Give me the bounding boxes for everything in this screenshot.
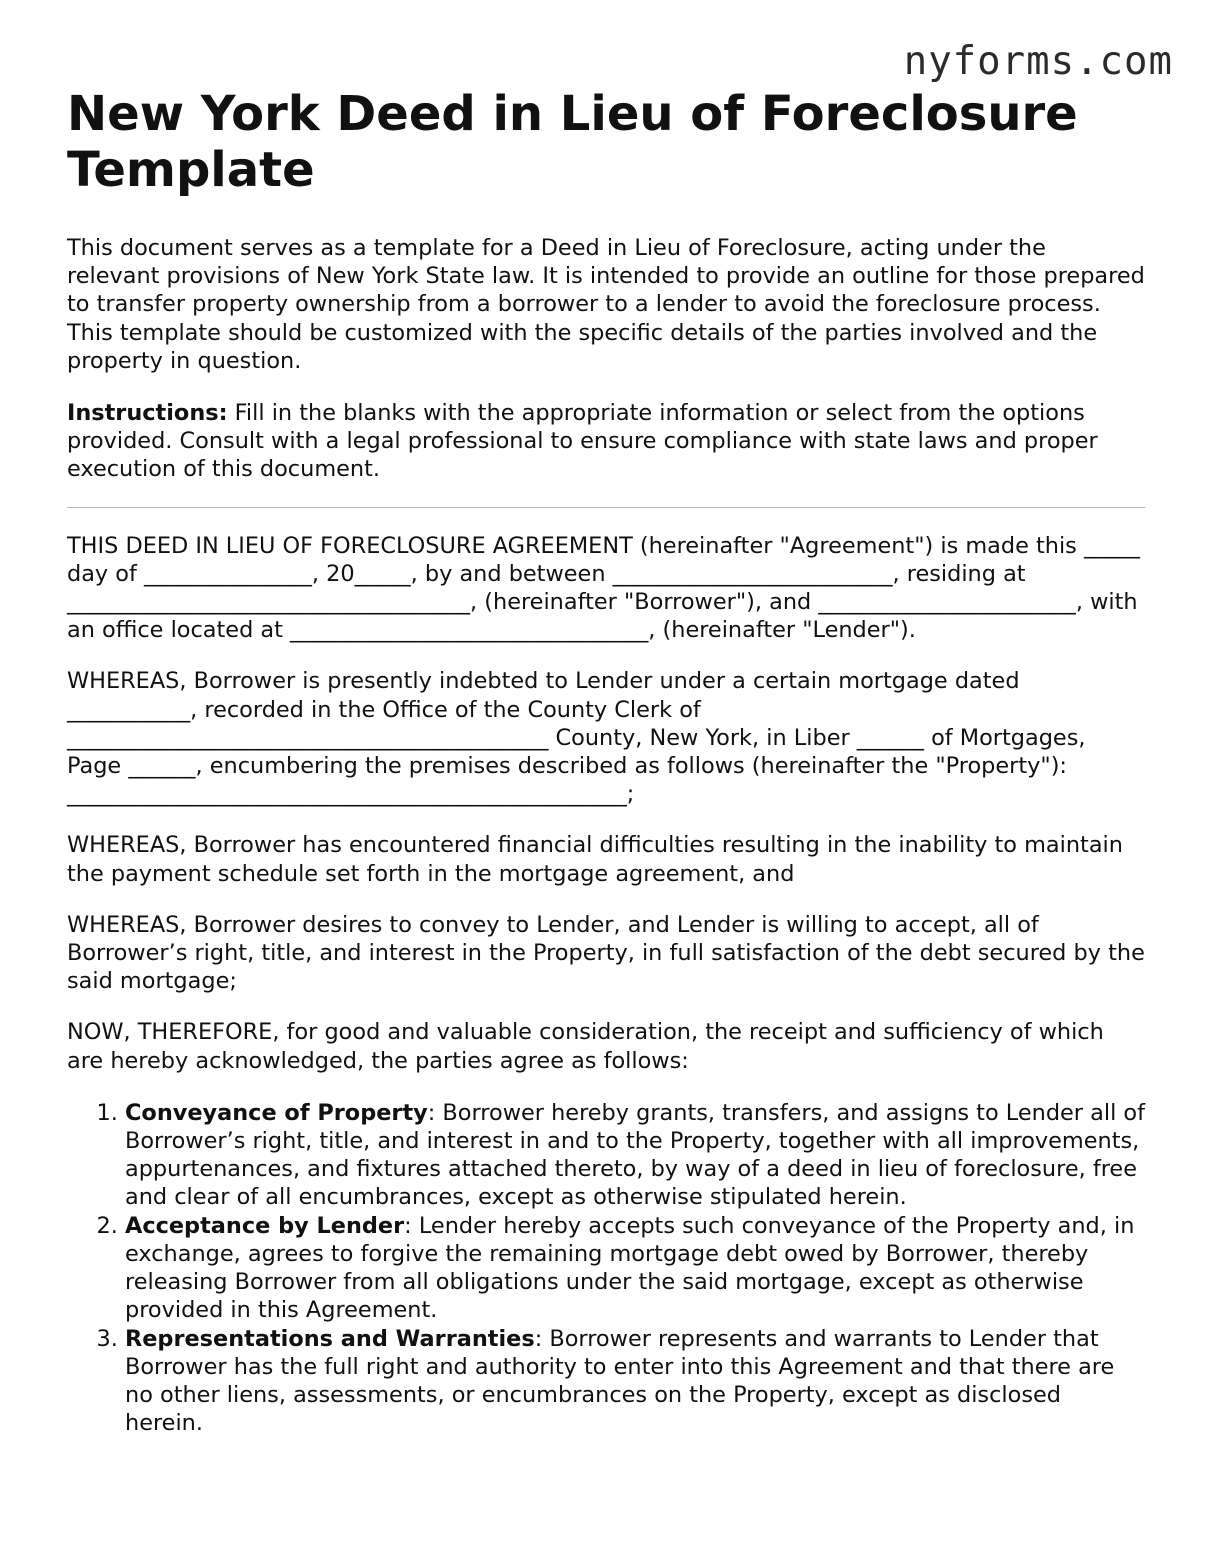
clauses-list [67,1099,1145,1437]
document-title: New York Deed in Lieu of Foreclosure Template [67,86,1078,198]
instructions-text: Fill in the blanks with the appropriate information or select from the options provided. Consult with a legal professional to ensure compliance with state laws and proper execution of this document. [67,400,1098,483]
document-page [67,86,1145,1437]
site-watermark: nyforms.com [903,39,1173,84]
now-therefore-paragraph: NOW, THEREFORE, for good and valuable consideration, the receipt and sufficiency of which are hereby acknowledged, the parties agree as follows: [67,1019,1104,1074]
whereas-conveyance-paragraph: WHEREAS, Borrower desires to convey to Lender, and Lender is willing to accept, all of Borrower’s right, title, and interest in the Property, in full satisfaction of the debt secured by the said mortgage; [67,911,1145,995]
clause-item [125,1099,1145,1212]
clause-text: : Borrower represents and warrants to Lender that Borrower has the full right and authority to enter into this Agreement and that there are no other liens, assessments, or encumbrances on the Property, except as disclosed herein. [125,1325,1115,1437]
whereas-difficulties-paragraph: WHEREAS, Borrower has encountered financial difficulties resulting in the inability to maintain the payment schedule set forth in the mortgage agreement, and [67,832,1123,887]
clause-heading: Representations and Warranties [125,1325,535,1352]
clause-item [125,1325,1145,1438]
instructions-label: Instructions: [67,400,228,427]
clause-item [125,1212,1145,1325]
whereas-mortgage-paragraph: WHEREAS, Borrower is presently indebted to Lender under a certain mortgage dated ___________, recorded in the Office of the County Clerk of ___________________________________________ County, New York, in Liber ______ of Mortgages, Page ______, encumbering the premises described as follows (hereinafter the "Property"): __________________________________________________; [67,668,1086,808]
clause-text: : Lender hereby accepts such conveyance of the Property and, in exchange, agrees to forgive the remaining mortgage debt owed by Borrower, thereby releasing Borrower from all obligations under the said mortgage, except as otherwise provided in this Agreement. [125,1212,1135,1324]
clause-heading: Acceptance by Lender [125,1212,405,1239]
section-divider [67,507,1145,508]
instructions-paragraph [67,399,1145,484]
agreement-paragraph: THIS DEED IN LIEU OF FORECLOSURE AGREEMENT (hereinafter "Agreement") is made this _____ day of _______________, 20_____, by and between _________________________, residing at ____________________________________, (hereinafter "Borrower"), and _______________________, with an office located at ________________________________, (hereinafter "Lender"). [67,532,1140,644]
clause-text: : Borrower hereby grants, transfers, and assigns to Lender all of Borrower’s right, title, and interest in and to the Property, together with all improvements, appurtenances, and fixtures attached thereto, by way of a deed in lieu of foreclosure, free and clear of all encumbrances, except as otherwise stipulated herein. [125,1099,1145,1211]
clause-heading: Conveyance of Property [125,1099,428,1126]
intro-paragraph: This document serves as a template for a Deed in Lieu of Foreclosure, acting under the relevant provisions of New York State law. It is intended to provide an outline for those prepared to transfer property ownership from a borrower to a lender to avoid the foreclosure process. This template should be customized with the specific details of the parties involved and the property in question. [67,235,1145,374]
